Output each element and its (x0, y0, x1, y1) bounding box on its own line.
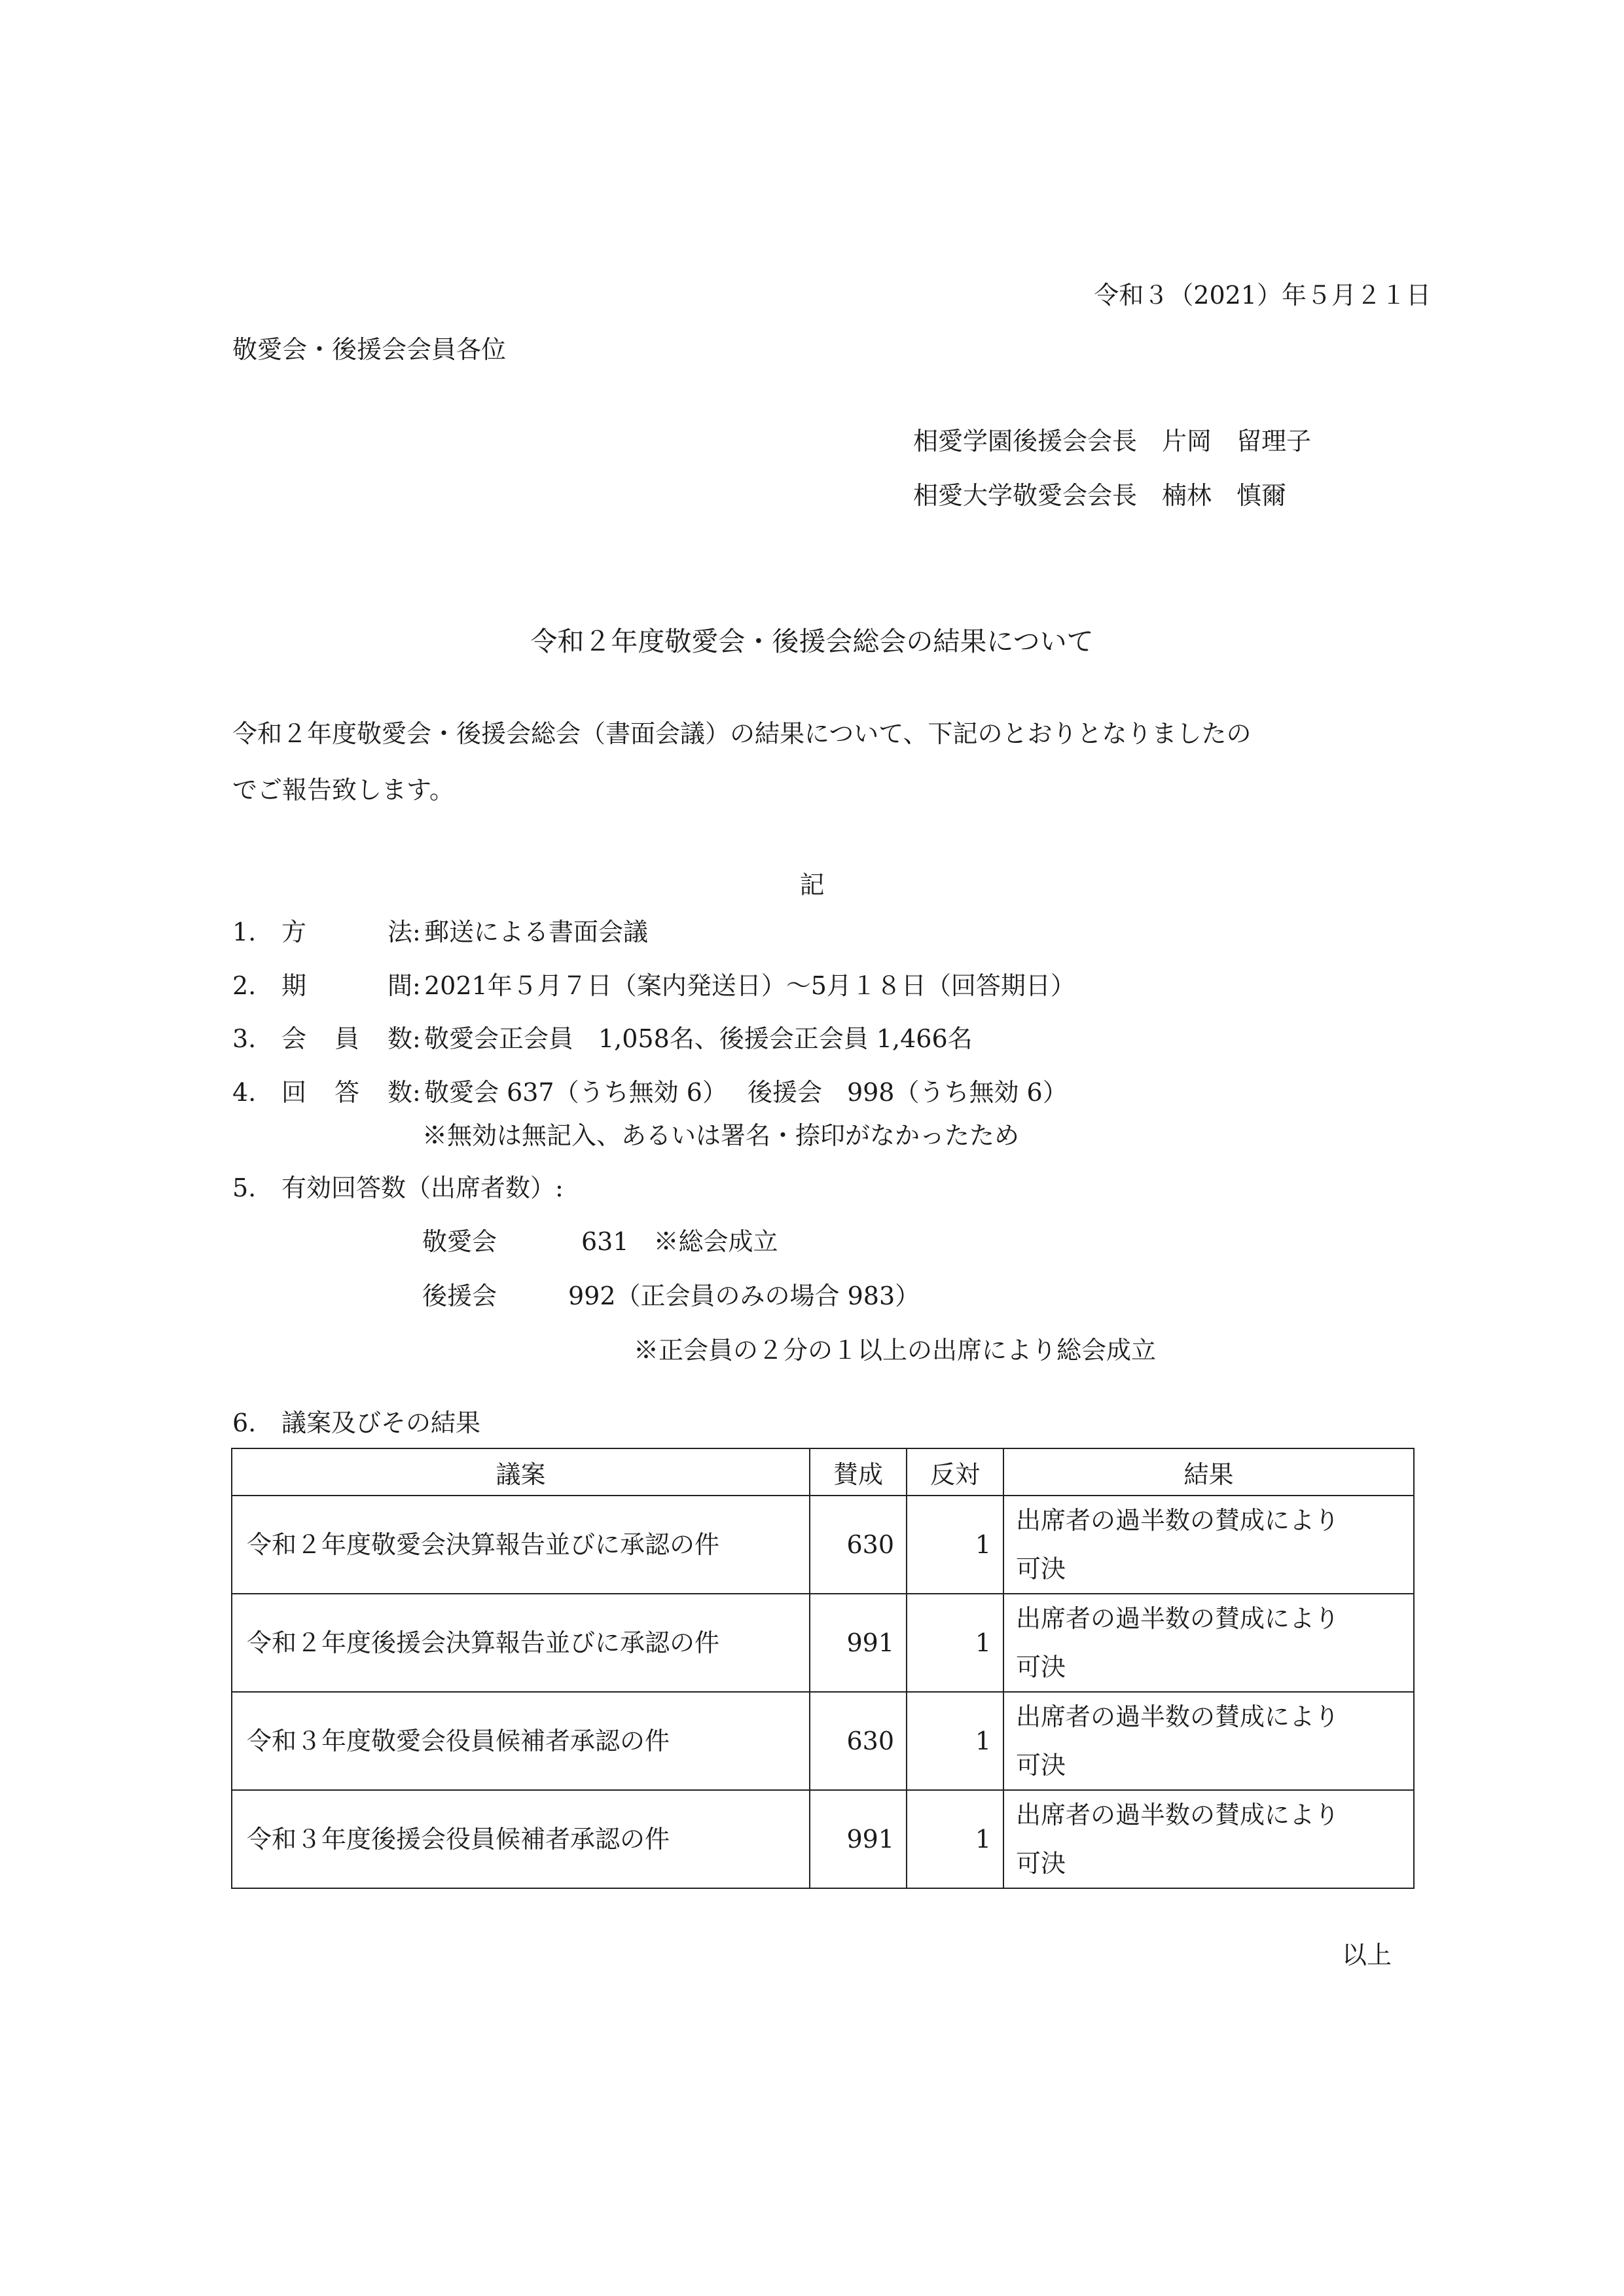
cell-item: 令和３年度後援会役員候補者承認の件 (232, 1790, 810, 1888)
intro-line-2: でご報告致します。 (232, 776, 454, 804)
cell-yes: 991 (810, 1594, 907, 1692)
sender-2 (913, 483, 1286, 508)
item-5-koenkai-value: 992（正会員のみの場合 983） (568, 1282, 920, 1310)
addressee: 敬愛会・後援会会員各位 (232, 335, 507, 364)
item-2-value: 2021年５月７日（案内発送日）〜5月１８日（回答期日） (424, 971, 1075, 1000)
header-yes: 賛成 (810, 1448, 907, 1496)
closing-ijo: 以上 (1341, 1941, 1392, 1969)
item-2-colon: : (412, 971, 421, 1000)
item-4-label: 回 答 数 (281, 1078, 412, 1107)
cell-yes: 630 (810, 1496, 907, 1594)
item-5-label: 有効回答数（出席者数）: (281, 1174, 564, 1202)
sender-1 (913, 429, 1311, 454)
item-4-value: 敬愛会 637（うち無効 6） 後援会 998（うち無効 6） (424, 1078, 1068, 1107)
header-no: 反対 (907, 1448, 1003, 1496)
cell-no: 1 (907, 1496, 1003, 1594)
intro-line-1: 令和２年度敬愛会・後援会総会（書面会議）の結果について、下記のとおりとなりましたの (232, 719, 1252, 748)
cell-no: 1 (907, 1594, 1003, 1692)
header-result: 結果 (1003, 1448, 1414, 1496)
item-4-colon: : (412, 1078, 421, 1107)
item-6-number: 6. (232, 1408, 257, 1437)
ki-heading: 記 (799, 870, 825, 899)
item-1-colon: : (412, 918, 421, 946)
item-6-label: 議案及びその結果 (281, 1408, 481, 1437)
document-title: 令和２年度敬愛会・後援会総会の結果について (530, 626, 1094, 657)
cell-result: 出席者の過半数の賛成により 可決 (1003, 1496, 1414, 1594)
item-5-note: ※正会員の２分の１以上の出席により総会成立 (634, 1336, 1157, 1365)
table-row (232, 1790, 1414, 1888)
cell-yes: 630 (810, 1692, 907, 1790)
results-table (231, 1448, 1415, 1889)
item-3-label: 会 員 数 (281, 1024, 412, 1053)
sender-name: 楠林 慎爾 (1162, 481, 1287, 510)
item-4-number: 4. (232, 1078, 257, 1107)
cell-no: 1 (907, 1692, 1003, 1790)
table-row (232, 1594, 1414, 1692)
item-1-label: 方 法 (281, 918, 412, 946)
cell-result: 出席者の過半数の賛成により 可決 (1003, 1692, 1414, 1790)
sender-org: 相愛学園後援会会長 (913, 427, 1138, 456)
item-1-value: 郵送による書面会議 (424, 918, 649, 946)
cell-yes: 991 (810, 1790, 907, 1888)
document-date: 令和３（2021）年５月２１日 (1094, 281, 1431, 310)
cell-item: 令和２年度後援会決算報告並びに承認の件 (232, 1594, 810, 1692)
item-5-keiaikai-value: 631 ※総会成立 (581, 1227, 778, 1256)
cell-result: 出席者の過半数の賛成により 可決 (1003, 1594, 1414, 1692)
cell-item: 令和２年度敬愛会決算報告並びに承認の件 (232, 1496, 810, 1594)
sender-name: 片岡 留理子 (1162, 427, 1312, 456)
header-item: 議案 (232, 1448, 810, 1496)
item-3-number: 3. (232, 1024, 257, 1053)
item-4-note: ※無効は無記入、あるいは署名・捺印がなかったため (422, 1121, 1020, 1150)
sender-org: 相愛大学敬愛会会長 (913, 481, 1138, 510)
table-row (232, 1496, 1414, 1594)
item-1-number: 1. (232, 918, 257, 946)
item-2-label: 期 間 (281, 971, 412, 1000)
table-row (232, 1692, 1414, 1790)
table-header-row (232, 1448, 1414, 1496)
item-2-number: 2. (232, 971, 257, 1000)
item-5-koenkai-name: 後援会 (422, 1282, 497, 1310)
cell-no: 1 (907, 1790, 1003, 1888)
cell-result: 出席者の過半数の賛成により 可決 (1003, 1790, 1414, 1888)
item-5-keiaikai-name: 敬愛会 (422, 1227, 497, 1256)
item-3-value: 敬愛会正会員 1,058名、後援会正会員 1,466名 (424, 1024, 973, 1053)
item-5-number: 5. (232, 1174, 257, 1202)
cell-item: 令和３年度敬愛会役員候補者承認の件 (232, 1692, 810, 1790)
item-3-colon: : (412, 1024, 421, 1053)
